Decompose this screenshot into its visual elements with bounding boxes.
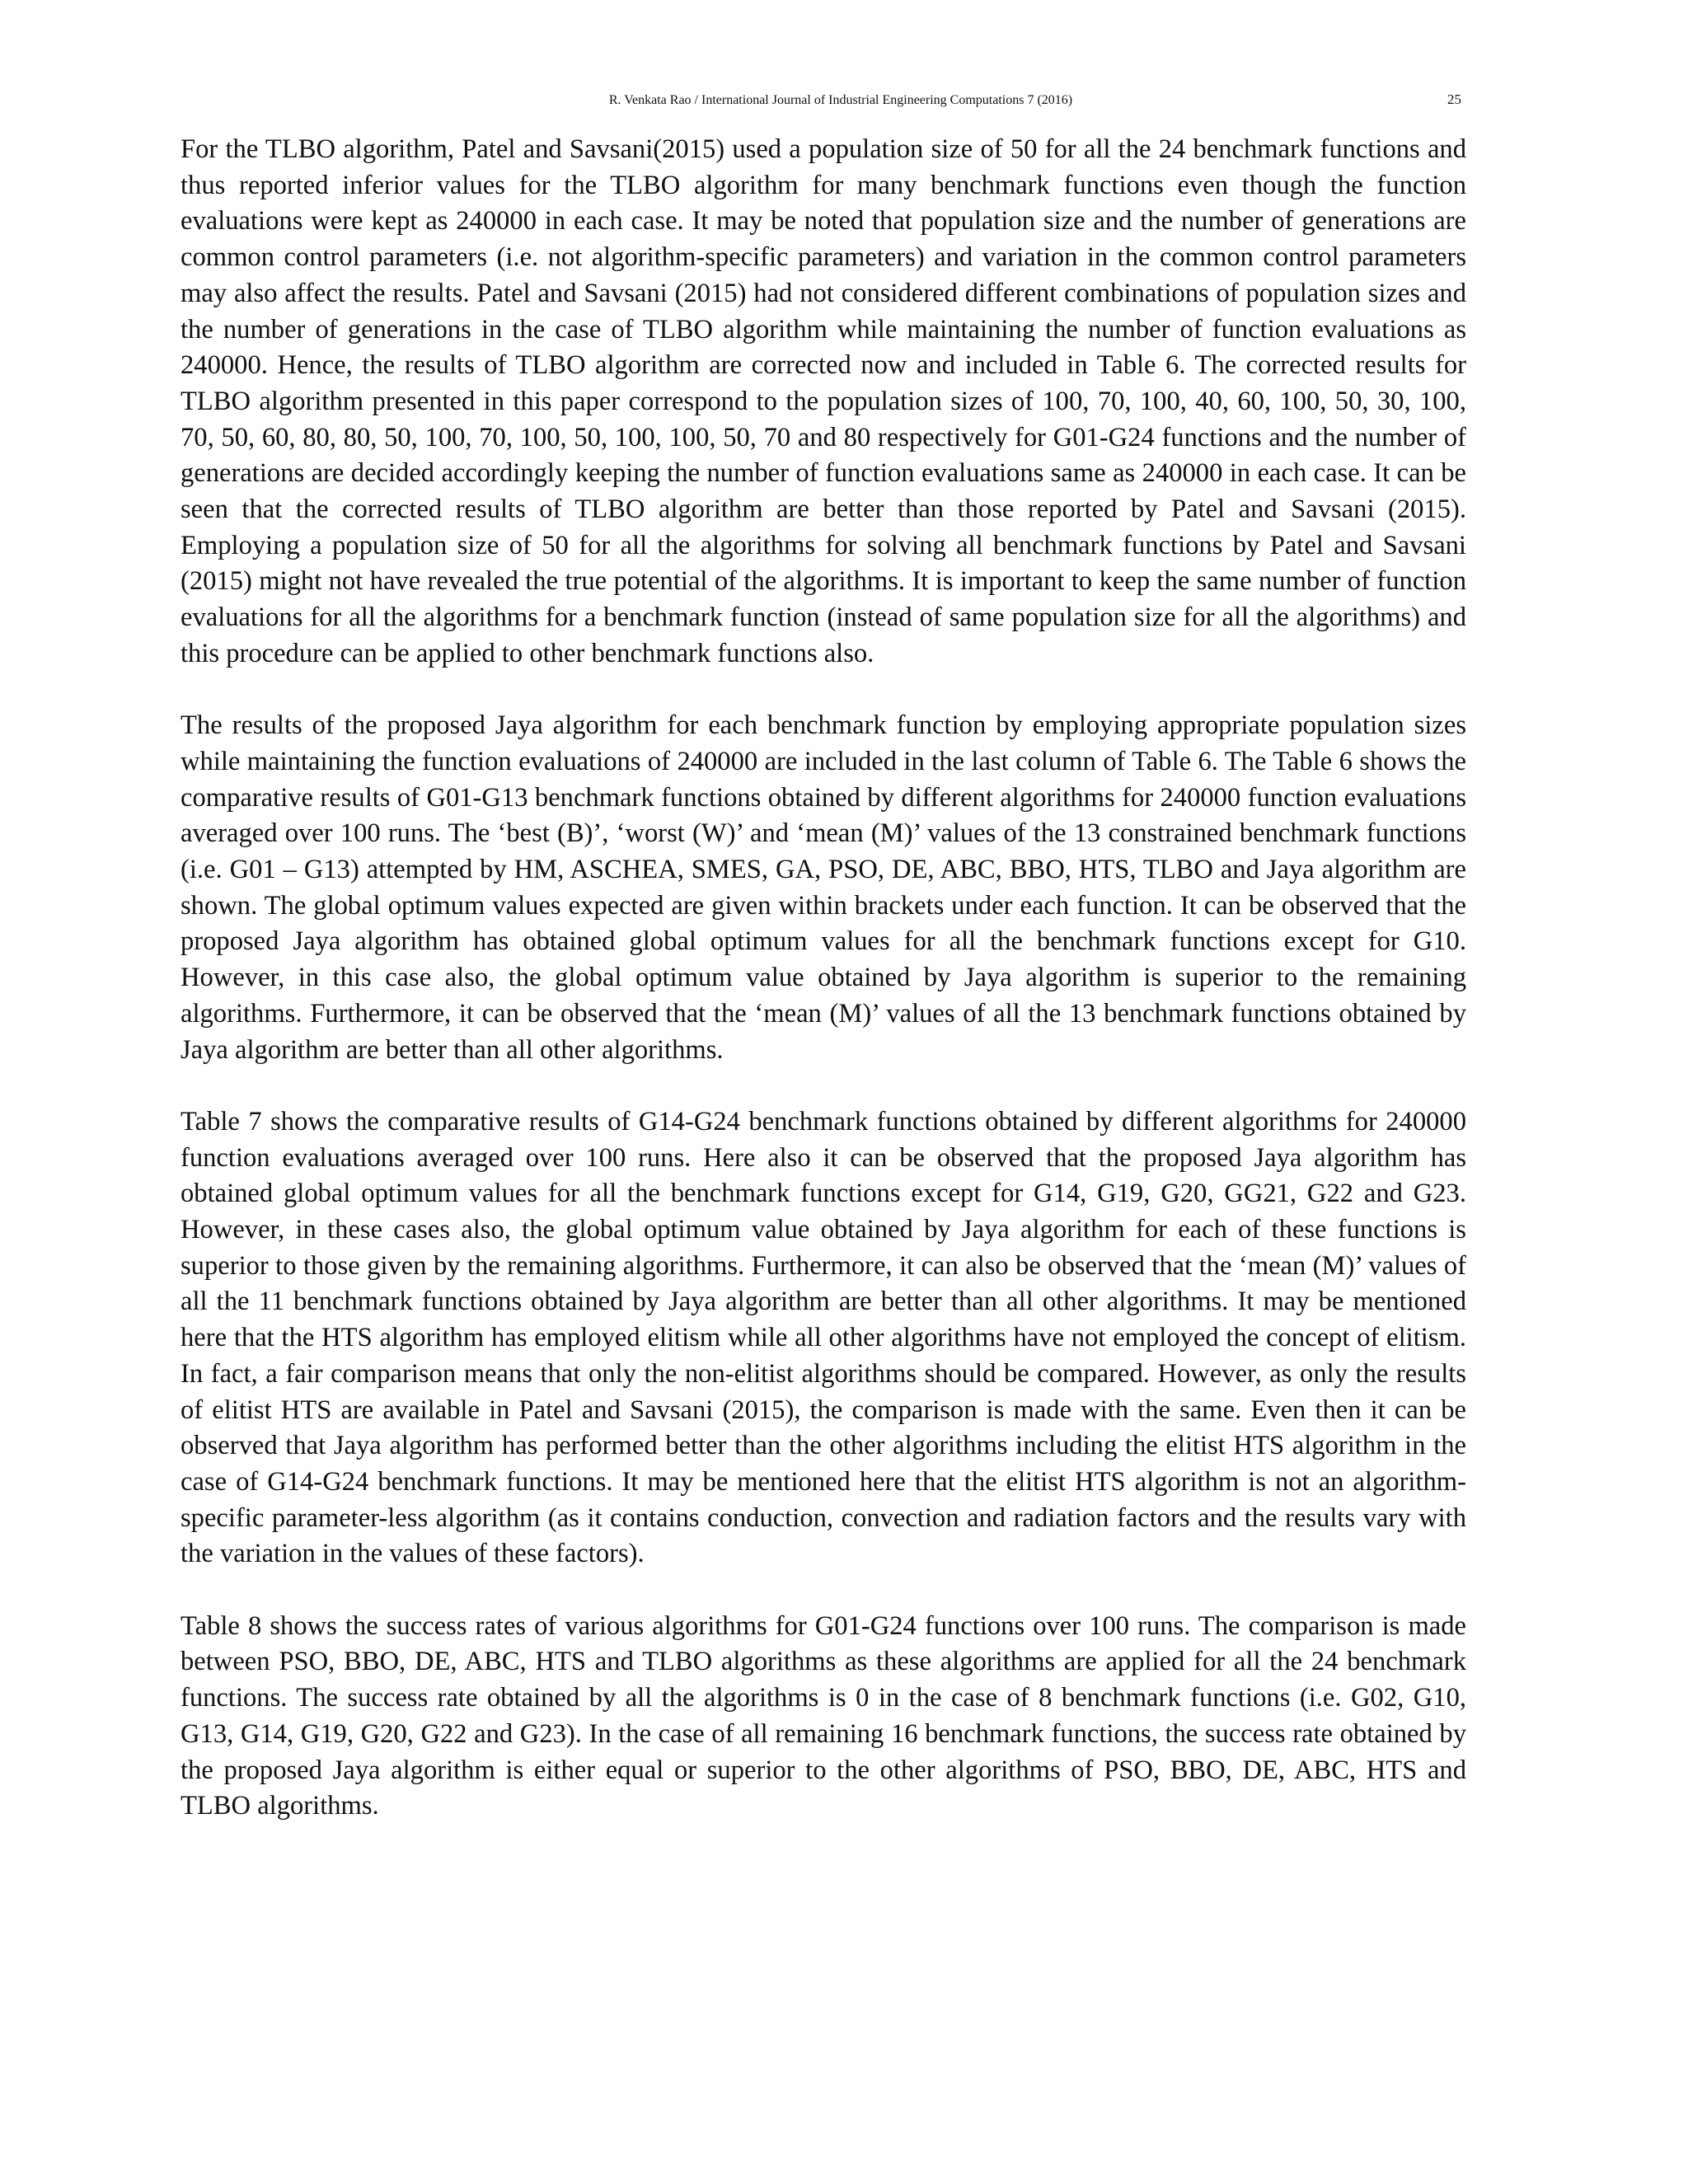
paragraph-tlbo-correction: For the TLBO algorithm, Patel and Savsani(2015) used a population size of 50 for all the 24 benchmark functions and thus reported inferior values for the TLBO algorithm for many benchmark functions even though the function evaluations were kept as 240000 in each case. It may be noted that population size and the number of generations are common control parameters (i.e. not algorithm-specific parameters) and variation in the common control parameters may also affect the results. Patel and Savsani (2015) had not considered different combinations of population sizes and the number of generations in the case of TLBO algorithm while maintaining the number of function evaluations as 240000. Hence, the results of TLBO algorithm are corrected now and included in Table 6. The corrected results for TLBO algorithm presented in this paper correspond to the population sizes of 100, 70, 100, 40, 60, 100, 50, 30, 100, 70, 50, 60, 80, 80, 50, 100, 70, 100, 50, 100, 100, 50, 70 and 80 respectively for G01-G24 functions and the number of generations are decided accordingly keeping the number of function evaluations same as 240000 in each case. It can be seen that the corrected results of TLBO algorithm are better than those reported by Patel and Savsani (2015). Employing a population size of 50 for all the algorithms for solving all benchmark functions by Patel and Savsani (2015) might not have revealed the true potential of the algorithms. It is important to keep the same number of function evaluations for all the algorithms for a benchmark function (instead of same population size for all the algorithms) and this procedure can be applied to other benchmark functions also. — [181, 134, 1466, 668]
page-number: 25 — [1447, 91, 1461, 107]
paragraph-table-8-success-rates: Table 8 shows the success rates of various algorithms for G01-G24 functions over 100 runs. The comparison is made between PSO, BBO, DE, ABC, HTS and TLBO algorithms as these algorithms are applied for all the 24 benchmark functions. The success rate obtained by all the algorithms is 0 in the case of 8 benchmark functions (i.e. G02, G10, G13, G14, G19, G20, G22 and G23). In the case of all remaining 16 benchmark functions, the success rate obtained by the proposed Jaya algorithm is either equal or superior to the other algorithms of PSO, BBO, DE, ABC, HTS and TLBO algorithms. — [181, 1610, 1466, 1821]
paragraph-table-6-results: The results of the proposed Jaya algorithm for each benchmark function by employing appropriate population sizes while maintaining the function evaluations of 240000 are included in the last column of Table 6. The Table 6 shows the comparative results of G01-G13 benchmark functions obtained by different algorithms for 240000 function evaluations averaged over 100 runs. The ‘best (B)’, ‘worst (W)’ and ‘mean (M)’ values of the 13 constrained benchmark functions (i.e. G01 – G13) attempted by HM, ASCHEA, SMES, GA, PSO, DE, ABC, BBO, HTS, TLBO and Jaya algorithm are shown. The global optimum values expected are given within brackets under each function. It can be observed that the proposed Jaya algorithm has obtained global optimum values for all the benchmark functions except for G10. However, in this case also, the global optimum value obtained by Jaya algorithm is superior to the remaining algorithms. Furthermore, it can be observed that the ‘mean (M)’ values of all the 13 benchmark functions obtained by Jaya algorithm are better than all other algorithms. — [181, 710, 1466, 1065]
paragraph-table-7-results: Table 7 shows the comparative results of G14-G24 benchmark functions obtained by different algorithms for 240000 function evaluations averaged over 100 runs. Here also it can be observed that the proposed Jaya algorithm has obtained global optimum values for all the benchmark functions except for G14, G19, G20, GG21, G22 and G23. However, in these cases also, the global optimum value obtained by Jaya algorithm for each of these functions is superior to those given by the remaining algorithms. Furthermore, it can also be observed that the ‘mean (M)’ values of all the 11 benchmark functions obtained by Jaya algorithm are better than all other algorithms. It may be mentioned here that the HTS algorithm has employed elitism while all other algorithms have not employed the concept of elitism. In fact, a fair comparison means that only the non-elitist algorithms should be compared. However, as only the results of elitist HTS are available in Patel and Savsani (2015), the comparison is made with the same. Even then it can be observed that Jaya algorithm has performed better than the other algorithms including the elitist HTS algorithm in the case of G14-G24 benchmark functions. It may be mentioned here that the elitist HTS algorithm is not an algorithm-specific parameter-less algorithm (as it contains conduction, convection and radiation factors and the results vary with the variation in the values of these factors). — [181, 1106, 1466, 1569]
body-text — [181, 132, 1466, 1825]
running-header: R. Venkata Rao / International Journal of Industrial Engineering Computations 7 (2016) — [608, 93, 1073, 107]
